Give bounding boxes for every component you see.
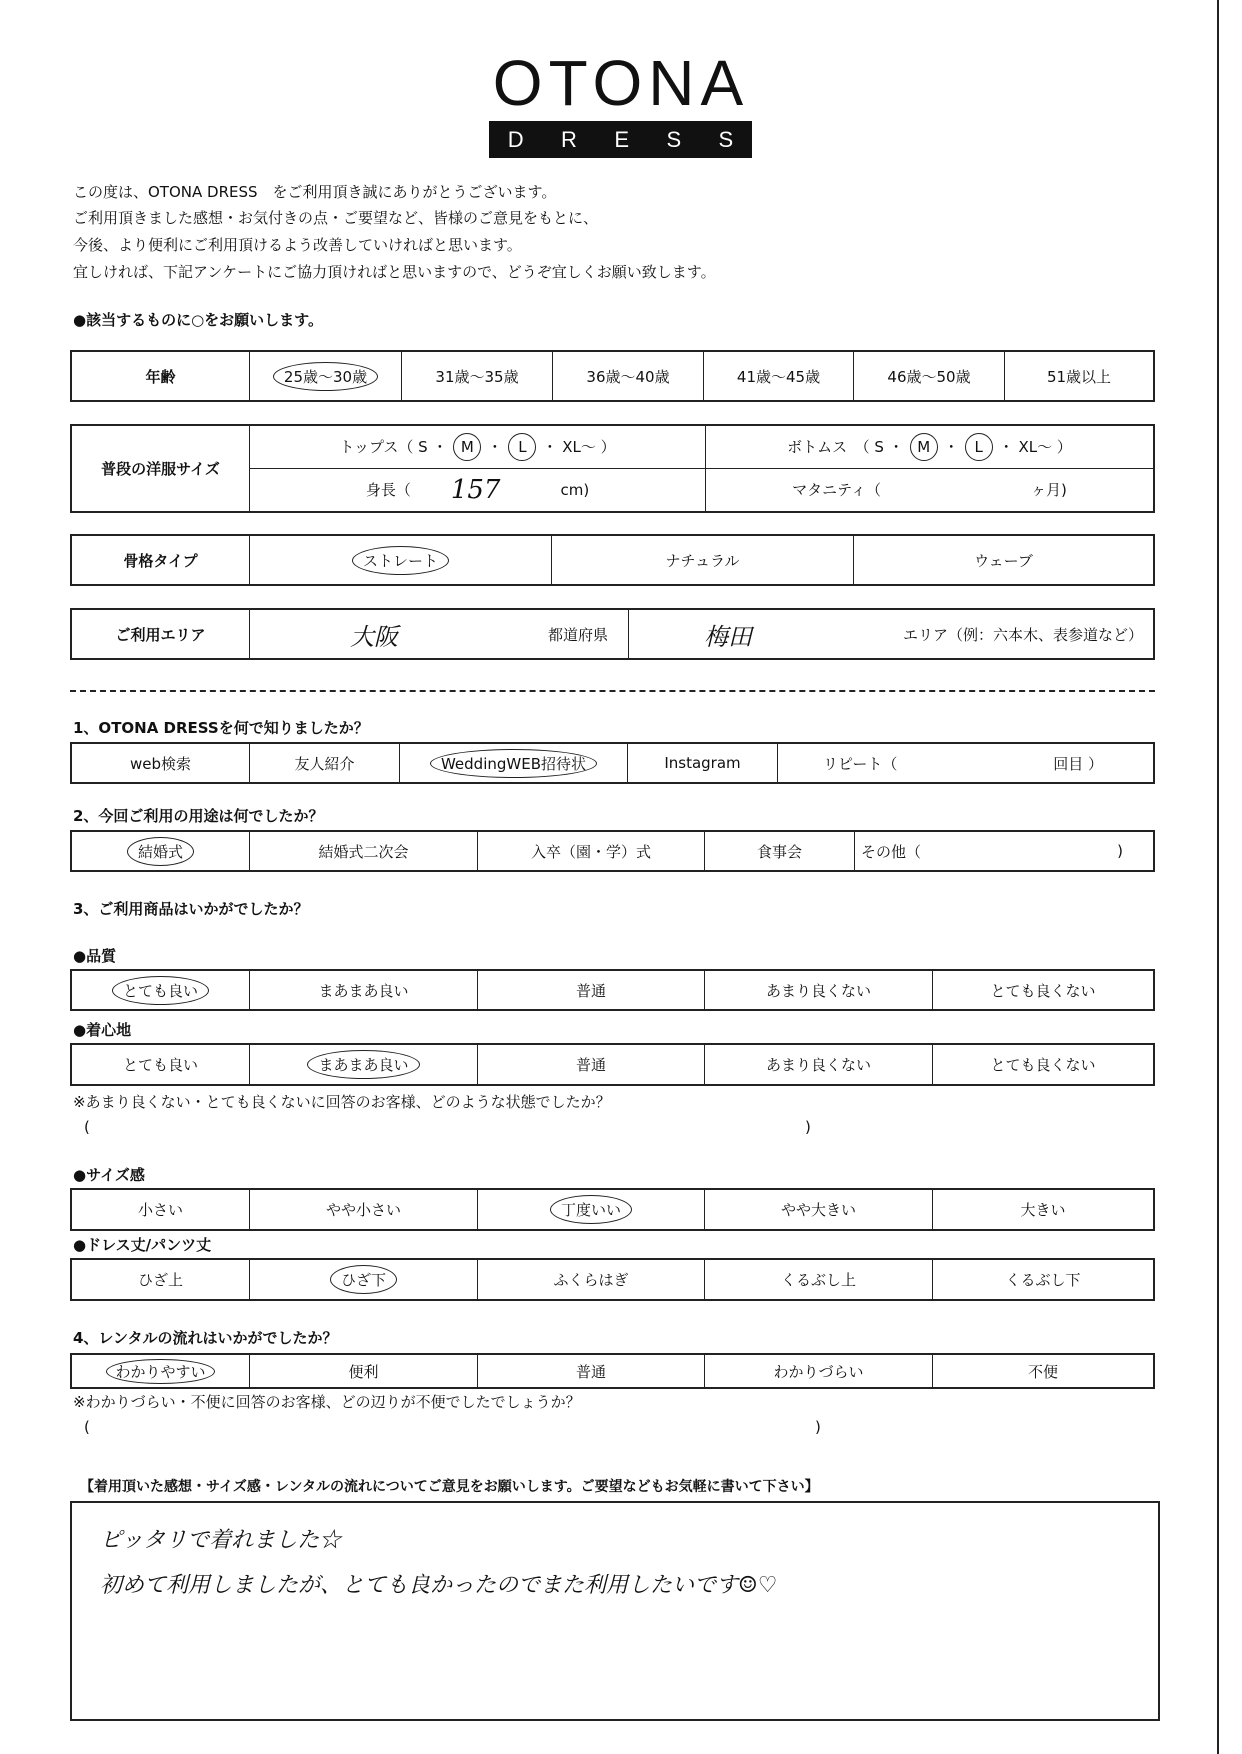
age-option[interactable]: 36歳〜40歳 [552,352,703,400]
brand-logo-word: OTONA [492,47,750,119]
area-label: ご利用エリア [115,625,206,644]
comment-line: 初めて利用しましたが、とても良かったのでまた利用したいです☺♡ [100,1573,778,1598]
age-option[interactable]: 51歳以上 [1004,352,1153,400]
city-suffix: エリア（例：六本木、表参道など） [902,625,1143,644]
comfort-option[interactable]: あまり良くない [704,1045,932,1084]
q2-option-label: 結婚式 [127,837,194,866]
height-field[interactable]: 身長（ 157 cm) [250,469,706,512]
length-option[interactable]: くるぶし下 [932,1260,1153,1299]
q4-option[interactable]: 便利 [249,1355,477,1387]
quality-label: ●品質 [73,947,117,965]
q4-option-label: わかりやすい [106,1359,214,1384]
q1-option-repeat[interactable]: リピート（ 回目 ） [777,744,1153,782]
intro-line: 宜しければ、下記アンケートにご協力頂ければと思いますので、どうぞ宜しくお願い致します。 [73,263,716,281]
tops-size[interactable]: トップス（ S ・ M ・ L ・ XL〜 ） [250,426,706,469]
length-label: ●ドレス丈/パンツ丈 [73,1236,212,1254]
q3-paren-close: ) [805,1118,811,1136]
q2-option[interactable] [72,832,249,870]
body-type-option[interactable]: ナチュラル [551,536,853,584]
tops-m-selected: M [453,433,481,461]
fit-label: ●サイズ感 [73,1166,145,1184]
brand-logo-bar [489,121,752,158]
logo-letter: D [507,126,524,152]
quality-option[interactable]: まあまあ良い [249,971,477,1009]
logo-letter: S [666,126,682,152]
prefecture-suffix: 都道府県 [547,625,608,644]
comfort-option[interactable]: とても良い [122,1056,198,1074]
q2-option[interactable]: 食事会 [704,832,854,870]
body-type-label: 骨格タイプ [123,551,198,570]
q4-paren-open: ( [84,1418,90,1436]
comfort-option[interactable]: 普通 [477,1045,704,1084]
quality-option[interactable]: あまり良くない [704,971,932,1009]
length-row [70,1258,1155,1301]
section-divider [70,690,1155,692]
comment-line: ピッタリで着れました☆ [100,1528,342,1553]
comfort-option-label: まあまあ良い [307,1050,419,1079]
age-label: 年齢 [145,367,176,386]
bottoms-size[interactable]: ボトムス （ S ・ M ・ L ・ XL〜 ） [706,426,1153,469]
maternity-field[interactable]: マタニティ（ ヶ月) [792,481,1067,500]
q3-note: ※あまり良くない・とても良くないに回答のお客様、どのような状態でしたか？ [73,1093,611,1111]
age-option[interactable] [249,352,401,400]
prefecture-value: 大阪 [350,622,398,651]
q4-option[interactable]: 普通 [477,1355,704,1387]
comments-title: 【着用頂いた感想・サイズ感・レンタルの流れについてご意見をお願いします。ご要望などもお気軽に書いて下さい】 [80,1479,819,1495]
q4-option[interactable] [72,1355,249,1387]
length-option[interactable]: ひざ上 [137,1271,183,1289]
age-option[interactable]: 41歳〜45歳 [703,352,853,400]
q2-option[interactable]: 結婚式二次会 [249,832,477,870]
height-value: 157 [450,474,501,505]
q2-option-other[interactable]: その他（ ) [854,832,1153,870]
intro-line: この度は、OTONA DRESS をご利用頂き誠にありがとうございます。 [73,183,557,201]
fit-option[interactable]: やや大きい [704,1190,932,1229]
fit-option[interactable]: 小さい [137,1201,183,1219]
length-option[interactable]: ふくらはぎ [477,1260,704,1299]
q1-option[interactable]: 友人紹介 [249,744,399,782]
comfort-option[interactable]: とても良くない [932,1045,1153,1084]
logo-letter: R [561,126,577,152]
fit-option[interactable] [477,1190,704,1229]
body-type-option[interactable] [249,536,551,584]
prefecture-field[interactable] [249,610,628,658]
age-row [70,350,1155,402]
age-option[interactable]: 31歳〜35歳 [401,352,552,400]
q4-row [70,1353,1155,1389]
body-type-row [70,534,1155,586]
quality-option-label: とても良い [112,976,209,1005]
q1-row [70,742,1155,784]
city-value: 梅田 [704,622,752,651]
logo-letter: E [614,126,630,152]
fit-row [70,1188,1155,1231]
body-type-option[interactable]: ウェーブ [853,536,1153,584]
comfort-label: ●着心地 [73,1021,132,1039]
page-edge-line [1217,0,1219,1754]
bottoms-l-selected: L [965,433,993,461]
size-block [70,424,1155,513]
quality-option[interactable] [72,971,249,1009]
city-field[interactable] [628,610,1153,658]
size-label: 普段の洋服サイズ [101,460,220,478]
q4-option[interactable]: 不便 [932,1355,1153,1387]
quality-row [70,969,1155,1011]
q4-note: ※わかりづらい・不便に回答のお客様、どの辺りが不便でしたでしょうか？ [73,1393,581,1411]
intro-line: ご利用頂きました感想・お気付きの点・ご要望など、皆様のご意見をもとに、 [73,209,599,227]
bottoms-m-selected: M [910,433,938,461]
q2-title: 2、今回ご利用の用途は何でしたか？ [73,807,324,825]
q2-option[interactable]: 入卒（園・学）式 [477,832,704,870]
q1-title: 1、OTONA DRESSを何で知りましたか？ [73,719,369,737]
q3-paren-open: ( [84,1118,90,1136]
length-option-label: ひざ下 [330,1265,397,1294]
instruction: ●該当するものに○をお願いします。 [73,311,323,329]
q1-option[interactable] [399,744,627,782]
comfort-option[interactable] [249,1045,477,1084]
q4-title: 4、レンタルの流れはいかがでしたか？ [73,1329,338,1347]
intro-line: 今後、より便利にご利用頂けるよう改善していければと思います。 [73,236,522,254]
q1-option-label: WeddingWEB招待状 [430,749,597,778]
quality-option[interactable]: 普通 [477,971,704,1009]
area-row [70,608,1155,660]
q4-paren-close: ) [815,1418,821,1436]
q4-option[interactable]: わかりづらい [704,1355,932,1387]
comments-box[interactable] [70,1501,1160,1721]
fit-option-label: 丁度いい [550,1195,632,1224]
quality-option[interactable]: とても良くない [932,971,1153,1009]
length-option[interactable] [249,1260,477,1299]
q2-row [70,830,1155,872]
q1-option[interactable]: Instagram [627,744,777,782]
age-option[interactable]: 46歳〜50歳 [853,352,1004,400]
comfort-row [70,1043,1155,1086]
q1-option[interactable]: web検索 [129,754,192,773]
body-type-option-label: ストレート [352,546,449,575]
fit-option[interactable]: 大きい [932,1190,1153,1229]
q3-title: 3、ご利用商品はいかがでしたか？ [73,900,309,918]
length-option[interactable]: くるぶし上 [704,1260,932,1299]
fit-option[interactable]: やや小さい [249,1190,477,1229]
age-option-label: 25歳〜30歳 [273,362,378,391]
logo-letter: S [718,126,734,152]
tops-l-selected: L [508,433,536,461]
